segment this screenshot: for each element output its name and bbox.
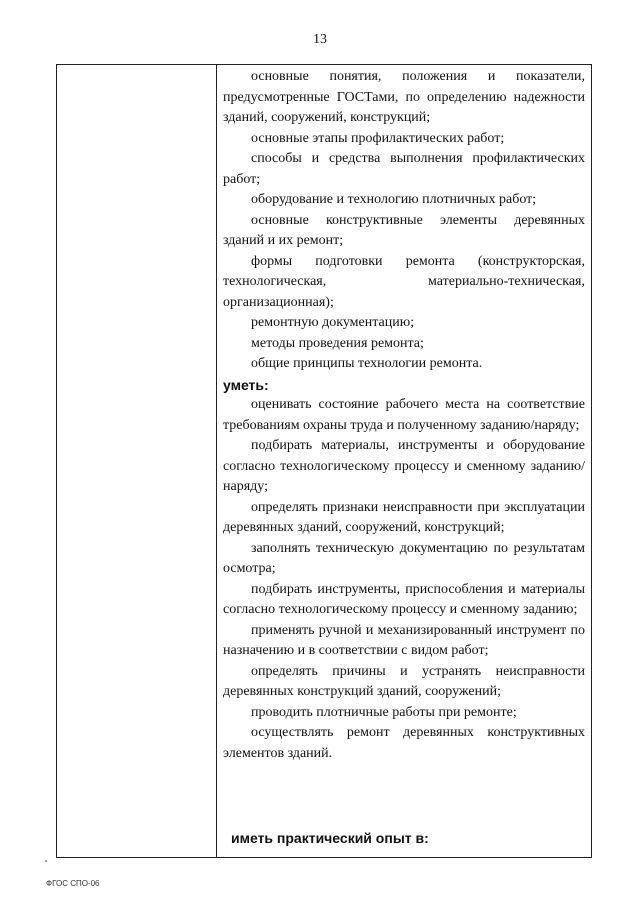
- know-item: способы и средства выполнения профилактических работ;: [223, 151, 585, 187]
- skill-item: определять причины и устранять неисправности деревянных конструкций зданий, сооружений;: [223, 663, 585, 699]
- know-item: основные конструктивные элементы деревянных зданий и их ремонт;: [223, 212, 585, 248]
- scan-speck: [45, 860, 47, 862]
- know-item: общие принципы технологии ремонта.: [251, 356, 483, 371]
- competency-table: [56, 64, 592, 858]
- footer-code: ФГОС СПО-06: [46, 879, 100, 888]
- skill-item: проводить плотничные работы при ремонте;: [251, 704, 517, 720]
- experience-heading: иметь практический опыт в:: [231, 830, 429, 846]
- know-item: ремонтную документацию;: [251, 315, 415, 330]
- know-item: основные понятия, положения и показатели, предусмотренные ГОСТами, по определению надежности зданий, сооружений, конструкций;: [223, 69, 585, 125]
- skill-item: подбирать материалы, инструменты и оборудование согласно технологическому процессу и сменному заданию/наряду;: [223, 438, 585, 494]
- skill-item: оценивать состояние рабочего места на соответствие требованиям охраны труда и полученному заданию/наряду;: [223, 397, 585, 433]
- skills-heading: уметь:: [223, 376, 269, 393]
- column-divider: [216, 65, 217, 857]
- requirements-cell: [223, 65, 585, 846]
- know-item: основные этапы профилактических работ;: [251, 130, 505, 146]
- skill-item: подбирать инструменты, приспособления и материалы согласно технологическому процессу и сменному заданию;: [223, 581, 585, 617]
- skill-item: определять признаки неисправности при эксплуатации деревянных зданий, сооружений, конструкций;: [223, 499, 585, 535]
- skill-item: осуществлять ремонт деревянных конструктивных элементов зданий.: [223, 725, 585, 761]
- know-item: формы подготовки ремонта (конструкторская, технологическая, материально-техническая, организационная);: [223, 253, 585, 310]
- skill-item: заполнять техническую документацию по результатам осмотра;: [223, 540, 585, 576]
- skill-item: применять ручной и механизированный инструмент по назначению и в соответствии с видом работ;: [223, 622, 585, 658]
- know-item: методы проведения ремонта;: [251, 335, 424, 351]
- page-number: 13: [313, 32, 327, 47]
- know-item: оборудование и технологию плотничных работ;: [251, 192, 537, 207]
